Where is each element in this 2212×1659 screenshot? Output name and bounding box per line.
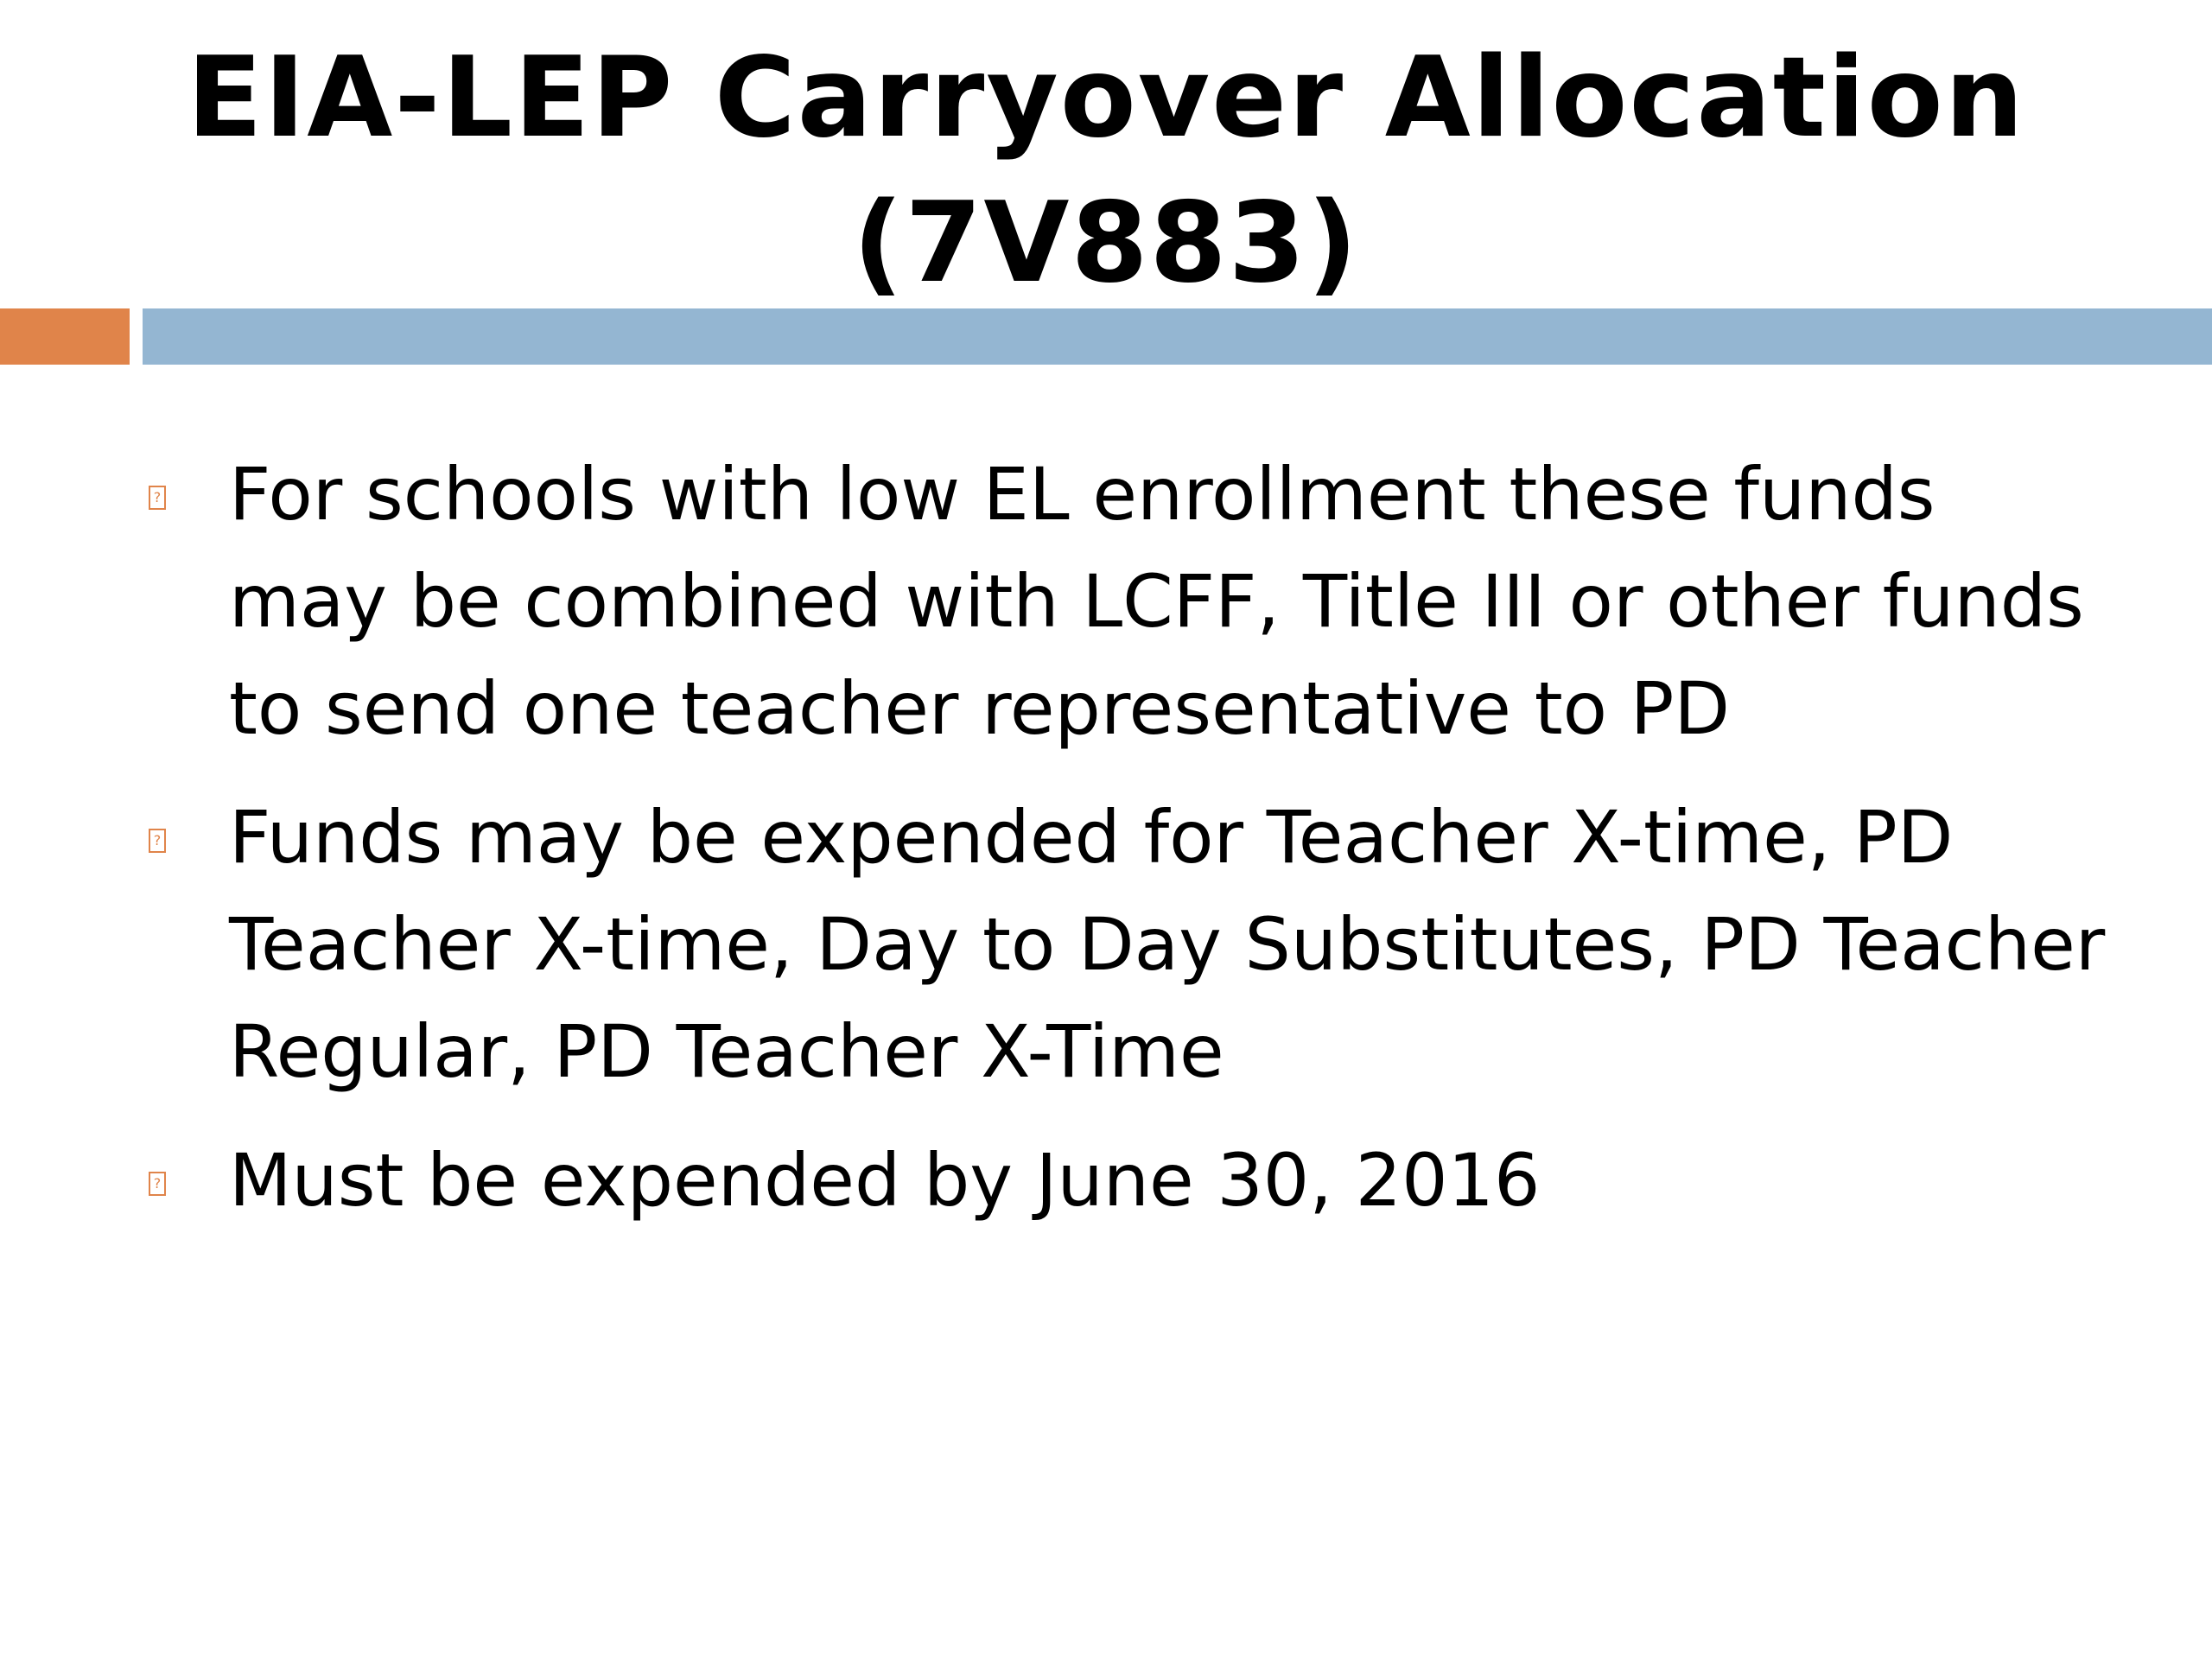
placeholder-box-icon: ? <box>149 829 166 853</box>
bullet-list <box>0 441 2212 1255</box>
title-divider-bar <box>143 308 2212 365</box>
bullet-item <box>0 784 2212 1105</box>
slide-title <box>0 26 2212 316</box>
bullet-text: Must be expended by June 30, 2016 <box>229 1138 1541 1223</box>
title-accent-bar <box>0 308 130 365</box>
slide-title-line-2: (7V883) <box>852 179 1360 308</box>
bullet-item <box>0 1127 2212 1234</box>
slide-title-line-1: EIA-LEP Carryover Allocation <box>187 34 2025 162</box>
bullet-text: Funds may be expended for Teacher X-time, PD Teacher X-time, Day to Day Substitutes, PD Teacher Regular, PD Teacher X-Time <box>229 795 2106 1094</box>
placeholder-box-icon: ? <box>149 486 166 510</box>
bullet-item <box>0 441 2212 762</box>
placeholder-box-icon: ? <box>149 1172 166 1196</box>
bullet-text: For schools with low EL enrollment these funds may be combined with LCFF, Title III or other funds to send one teacher representative to PD <box>229 452 2084 751</box>
